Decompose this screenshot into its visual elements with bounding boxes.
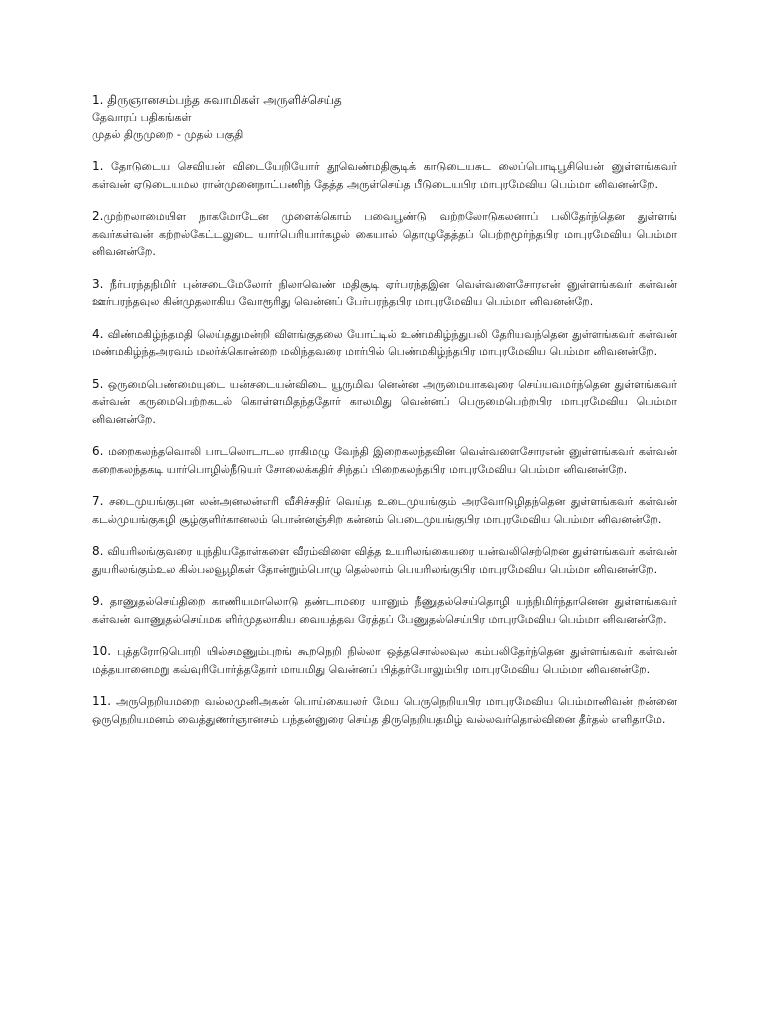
verse-number: 4. xyxy=(92,326,104,341)
verse-6 xyxy=(92,443,677,478)
verse-text: புத்தரோடுபொறி யில்சமணும்புறங் கூறநெறி நில்லா ஒத்தசொல்லவுல கம்பலிதேர்ந்தென துள்ளங்கவர் கள்வன் மத்தயானைமறு கவ்வுரிபோர்த்ததோர் மாயமிது வென்னப் பித்தர்போலும்பிர மாபுரமேவிய பெம்மா னிவனன்றே. xyxy=(92,645,678,676)
verse-text: தாணுதல்செய்திறை காணியமாலொடு தண்டாமரை யானும் நீணுதல்செய்தொழி யந்நிமிர்ந்தானென துள்ளங்கவர் கள்வன் வாணுதல்செய்மக ளிர்முதலாகிய வையத்தவ ரேத்தப் பேணுதல்செய்பிர மாபுரமேவிய பெம்மா னிவனன்றே. xyxy=(92,595,678,626)
verse-number: 6. xyxy=(92,444,104,458)
header-section-line: முதல் திருமுறை - முதல் பகுதி xyxy=(92,128,244,141)
verse-number: 1. xyxy=(92,159,104,173)
verse-9 xyxy=(92,593,677,628)
verse-number: 7. xyxy=(92,494,104,508)
header-title-line: 1. திருஞானசம்பந்த சுவாமிகள் அருளிச்செய்த xyxy=(92,93,342,107)
verse-3 xyxy=(92,276,677,311)
verse-text: ஒருமைபெண்மையுடை யன்சடையன்விடை யூருமிவ னென்ன அருமையாகவுரை செய்யவமர்ந்தென துள்ளங்கவர் கள்வன் கருமைபெற்றகடல் கொள்ளமிதந்ததோர் காலமிது வென்னப் பெருமைபெற்றபிர மாபுரமேவிய பெம்மா னிவனன்றே. xyxy=(92,377,678,426)
verse-text: நீர்பரந்தநிமிர் புன்சடைமேலோர் நிலாவெண் மதிசூடி ஏர்பரந்தஇன வெள்வளைசோரஎன் னுள்ளங்கவர் கள்வன் ஊர்பரந்தவுல கின்முதலாகிய வோரூரிது வென்னப் பேர்பரந்தபிர மாபுரமேவிய பெம்மா னிவனன்றே. xyxy=(92,277,677,308)
verse-text: விண்மகிழ்ந்தமதி லெய்ததுமன்றி விளங்குதலை யோட்டில் உண்மகிழ்ந்துபலி தேரியவந்தென துள்ளங்கவர் கள்வன் மண்மகிழ்ந்தஅரவம் மலர்க்கொன்றை மலிந்தவரை மார்பில் பெண்மகிழ்ந்தபிர மாபுரமேவிய பெம்மா னிவனன்றே. xyxy=(92,327,677,358)
verse-8 xyxy=(92,543,677,578)
verse-text: முற்றலாமையிள நாகமோடேன முளைக்கொம் பவைபூண்டு வற்றலோடுகலனாப் பலிதேர்ந்தென துள்ளங் கவர்கள்வன் கற்றல்கேட்டலுடை யார்பெரியார்கழல் கையால் தொழுதேத்தப் பெற்றமூர்ந்தபிர மாபுரமேவிய பெம்மா னிவனன்றே. xyxy=(92,210,677,258)
verse-11 xyxy=(92,693,677,728)
verse-number: 8. xyxy=(92,544,104,558)
verse-2 xyxy=(92,208,677,261)
verse-text: மறைகலந்தவொலி பாடலொடாடல ராகிமழு வேந்தி இறைகலந்தவின வெள்வளைசோரஎன் னுள்ளங்கவர் கள்வன் கறைகலந்தகடி யார்பொழில்நீடுயர் சோலைக்கதிர் சிந்தப் பிறைகலந்தபிர மாபுரமேவிய பெம்மா னிவனன்றே. xyxy=(92,445,677,476)
verse-number: 2. xyxy=(92,209,104,223)
header-subtitle-line: தேவாரப் பதிகங்கள் xyxy=(92,111,192,124)
verse-text: சடைமுயங்குபுன லன்அனலன்எரி வீசிச்சதிர் வெய்த உடைமுயங்கும் அரவோடுழிதந்தென துள்ளங்கவர் கள்வன் கடல்முயங்குகழி சூழ்குளிர்கானலம் பொன்னஞ்சிற கன்னம் பெடைமுயங்குபிர மாபுரமேவிய பெம்மா னிவனன்றே. xyxy=(92,495,677,526)
verse-text: தோடுடைய செவியன் விடையேறியோர் தூவெண்மதிசூடிக் காடுடையசுட லைப்பொடிபூசியென் னுள்ளங்கவர் கள்வன் ஏடுடையமல ரான்முனைநாட்பணிந் தேத்த அருள்செய்த பீடுடையபிர மாபுரமேவிய பெம்மா னிவனன்றே. xyxy=(92,160,677,191)
document-header xyxy=(92,92,677,143)
verse-number: 11. xyxy=(92,694,112,708)
verse-number: 10. xyxy=(92,644,112,658)
verse-text: வியரிலங்குவரை யுந்தியதோள்களை வீரம்விளை வித்த உயரிலங்கையரை யன்வலிசெற்றென துள்ளங்கவர் கள்வன் துயரிலங்கும்உல கில்பலவூழிகள் தோன்றும்பொழு தெல்லாம் பெயரிலங்குபிர மாபுரமேவிய பெம்மா னிவனன்றே. xyxy=(92,545,678,576)
verse-10 xyxy=(92,643,677,678)
verse-1 xyxy=(92,158,677,193)
verse-7 xyxy=(92,493,677,528)
verse-5 xyxy=(92,376,677,429)
verse-number: 5. xyxy=(92,376,104,391)
document-page xyxy=(92,92,677,728)
verse-number: 9. xyxy=(92,594,104,608)
verse-4 xyxy=(92,326,677,361)
verse-list xyxy=(92,158,677,728)
verse-number: 3. xyxy=(92,276,104,291)
verse-text: அருநெறியமறை வல்லமுனிஅகன் பொய்கையலர் மேய பெருநெறியபிர மாபுரமேவிய பெம்மானிவன் றன்னை ஒருநெறியமனம் வைத்துணர்ஞானசம் பந்தன்னுரை செய்த திருநெறியதமிழ் வல்லவர்தொல்வினை தீர்தல் எளிதாமே. xyxy=(92,695,677,726)
